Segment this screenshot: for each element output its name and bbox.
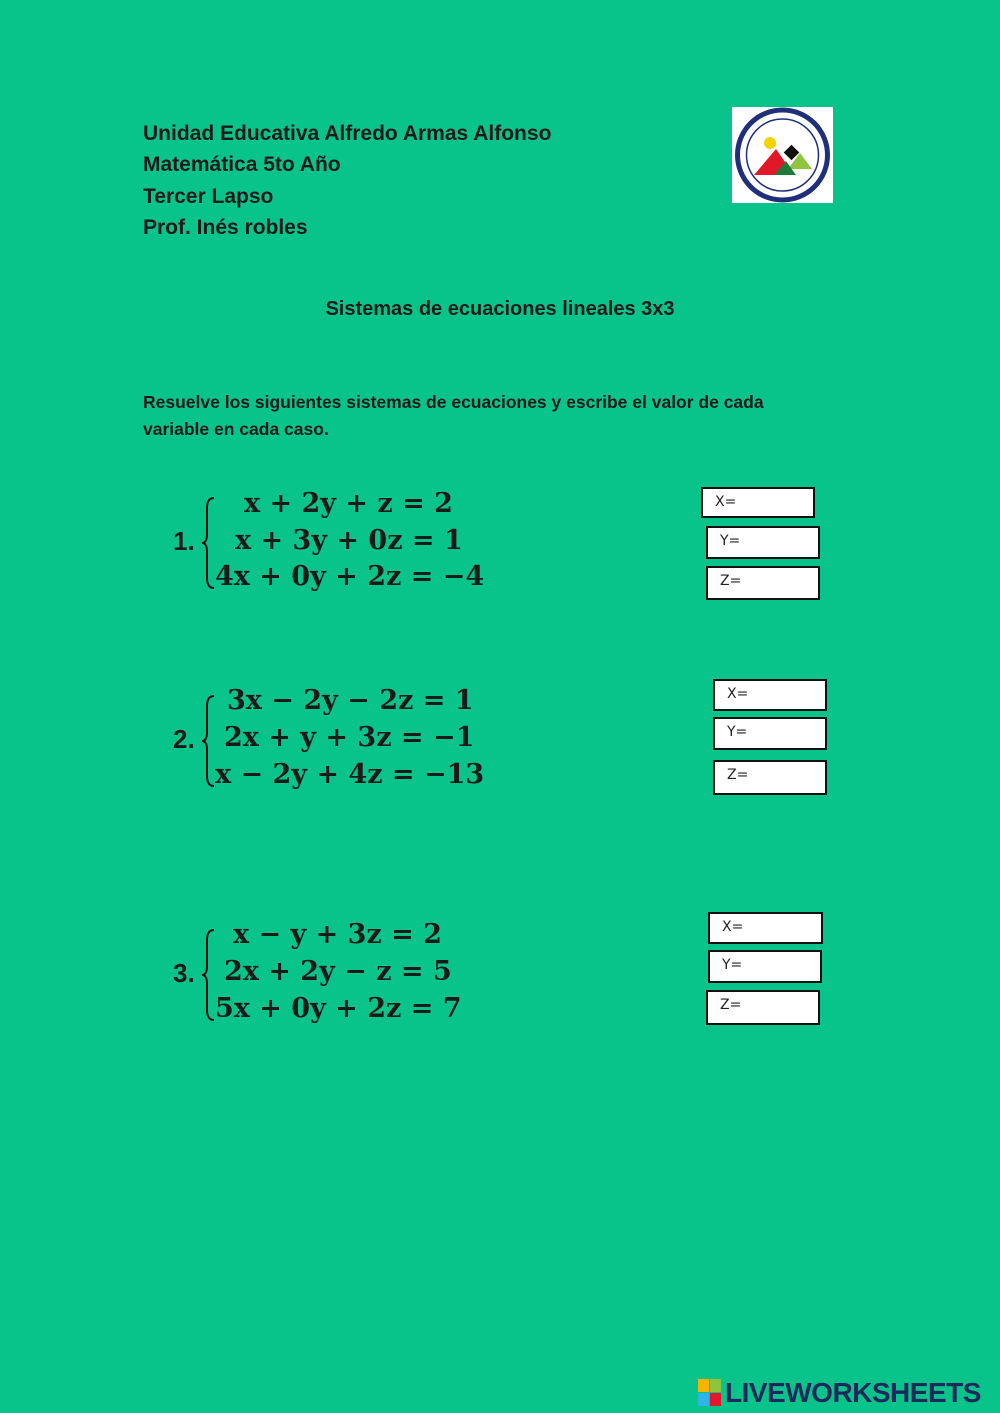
equation-2: 2x + y + 3z = −1 (224, 722, 475, 753)
answer-x-input[interactable] (708, 912, 823, 944)
left-brace-icon (200, 694, 216, 788)
equation-1: 3x − 2y − 2z = 1 (227, 685, 474, 716)
answer-label: Y= (722, 957, 743, 973)
instructions: Resuelve los siguientes sistemas de ecuaciones y escribe el valor de cada variable en cada caso. (143, 392, 764, 439)
worksheet-title: Sistemas de ecuaciones lineales 3x3 (325, 298, 675, 320)
equation-2: x + 3y + 0z = 1 (235, 525, 463, 556)
equation-1: x + 2y + z = 2 (244, 488, 453, 519)
school-header (143, 118, 551, 243)
system-number: 1. (173, 526, 195, 556)
school-name: Unidad Educativa Alfredo Armas Alfonso (143, 122, 552, 145)
answer-label: X= (715, 494, 737, 510)
answer-z-input[interactable] (706, 990, 820, 1025)
equation-1: x − y + 3z = 2 (233, 919, 442, 950)
answer-label: Z= (720, 573, 742, 589)
brand-name: LIVEWORKSHEETS (725, 1377, 981, 1408)
answer-label: Z= (727, 767, 749, 783)
left-brace-icon (200, 928, 216, 1022)
subject: Matemática 5to Año (143, 153, 341, 177)
equation-3: x − 2y + 4z = −13 (215, 759, 485, 790)
equation-3: 5x + 0y + 2z = 7 (215, 993, 462, 1024)
term: Tercer Lapso (143, 184, 274, 208)
answer-label: Y= (727, 724, 748, 740)
left-brace-icon (200, 496, 216, 590)
equation-2: 2x + 2y − z = 5 (224, 956, 452, 987)
equation-3: 4x + 0y + 2z = −4 (215, 561, 485, 592)
answer-label: Y= (720, 533, 741, 549)
system-number: 3. (173, 958, 195, 988)
system-number: 2. (173, 724, 195, 754)
answer-y-input[interactable] (706, 526, 820, 559)
teacher: Prof. Inés robles (143, 215, 308, 239)
answer-y-input[interactable] (713, 717, 827, 750)
school-logo-icon (732, 107, 833, 203)
answer-y-input[interactable] (708, 950, 822, 983)
answer-label: X= (722, 919, 744, 935)
answer-z-input[interactable] (706, 566, 820, 600)
answer-label: X= (727, 686, 749, 702)
answer-x-input[interactable] (713, 679, 827, 711)
school-logo (732, 107, 833, 203)
answer-z-input[interactable] (713, 760, 827, 795)
answer-label: Z= (720, 997, 742, 1013)
liveworksheets-logo-icon (698, 1379, 722, 1409)
answer-x-input[interactable] (701, 487, 815, 518)
